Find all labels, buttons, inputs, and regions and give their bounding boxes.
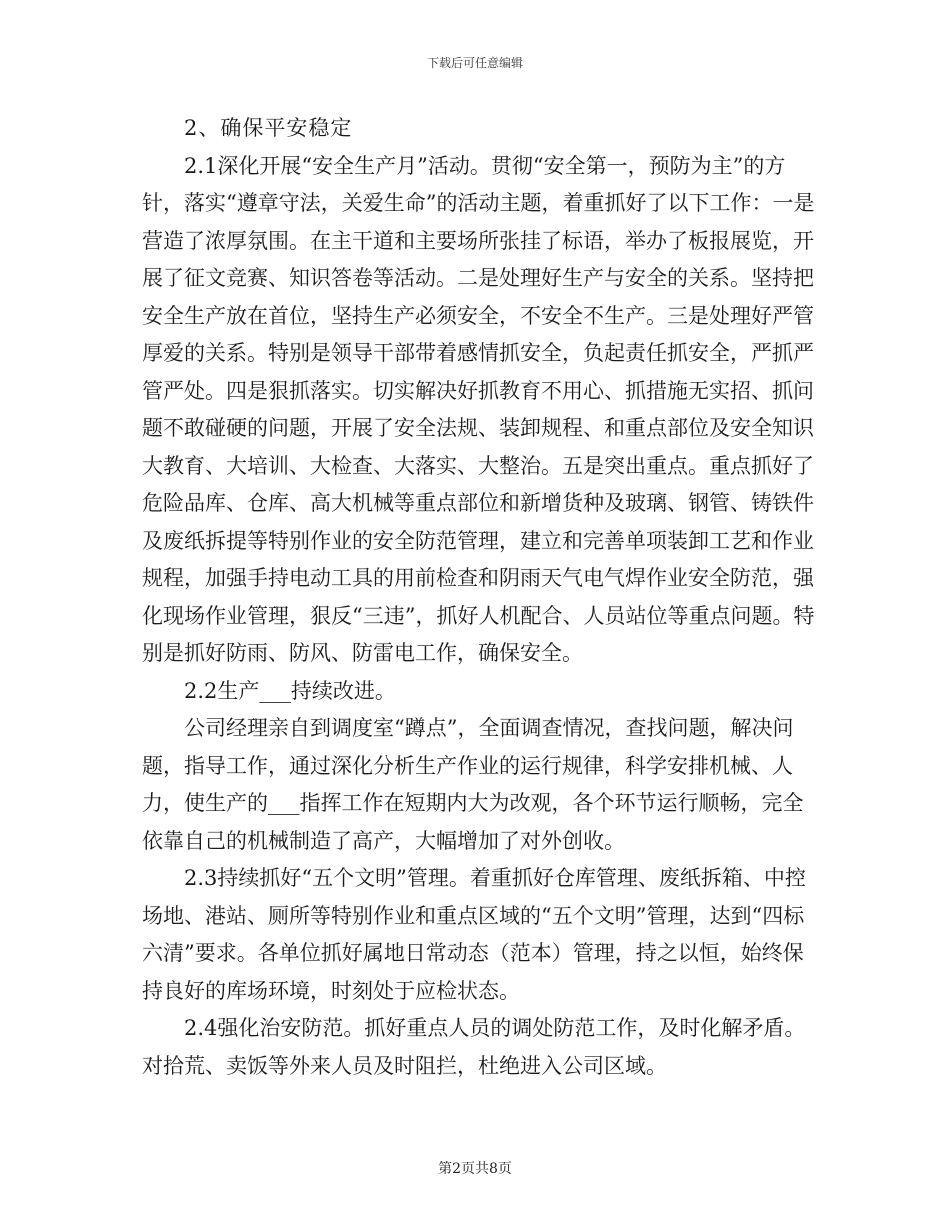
paragraph-2-3: 2.3持续抓好“五个文明”管理。着重抓好仓库管理、废纸拆箱、中控场地、港站、厕所等特别作业和重点区域的“五个文明”管理，达到“四标六清”要求。各单位抓好属地日常动态（范本）管理，持之以恒，始终保持良好的库场环境，时刻处于应检状态。: [142, 866, 806, 1003]
paragraph-2-1: 2.1深化开展“安全生产月”活动。贯彻“安全第一，预防为主”的方针，落实“遵章守法，关爱生命”的活动主题，着重抓好了以下工作：一是营造了浓厚氛围。在主干道和主要场所张挂了标语，举办了板报展览，开展了征文竞赛、知识答卷等活动。二是处理好生产与安全的关系。坚持把安全生产放在首位，坚持生产必须安全，不安全不生产。三是处理好严管厚爱的关系。特别是领导干部带着感情抓安全，负起责任抓安全，严抓严管严处。四是狠抓落实。切实解决好抓教育不用心、抓措施无实招、抓问题不敢碰硬的问题，开展了安全法规、装卸规程、和重点部位及安全知识大教育、大培训、大检查、大落实、大整治。五是突出重点。重点抓好了危险品库、仓库、高大机械等重点部位和新增货种及玻璃、钢管、铸铁件及废纸拆提等特别作业的安全防范管理，建立和完善单项装卸工艺和作业规程，加强手持电动工具的用前检查和阴雨天气电气焊作业安全防范，强化现场作业管理，狠反“三违”，抓好人机配合、人员站位等重点问题。特别是抓好防雨、防风、防雷电工作，确保安全。: [142, 153, 815, 665]
paragraph-2-4: 2.4强化治安防范。抓好重点人员的调处防范工作，及时化解矛盾。对拾荒、卖饭等外来人员及时阻拦，杜绝进入公司区域。: [142, 1016, 806, 1078]
page-footer: 第2页共8页: [438, 1161, 512, 1177]
document-body: [142, 110, 822, 1085]
section-heading: 2、确保平安稳定: [184, 116, 353, 140]
page-header: 下载后可任意编辑: [426, 56, 523, 70]
paragraph-2-2-body: 公司经理亲自到调度室“蹲点”，全面调查情况，查找问题，解决问题，指导工作，通过深化分析生产作业的运行规律，科学安排机械、人力，使生产的___指挥工作在短期内大为改观，各个环节运行顺畅，完全依靠自己的机械制造了高产，大幅增加了对外创收。: [142, 716, 804, 853]
paragraph-2-2: 2.2生产___持续改进。: [184, 678, 396, 703]
